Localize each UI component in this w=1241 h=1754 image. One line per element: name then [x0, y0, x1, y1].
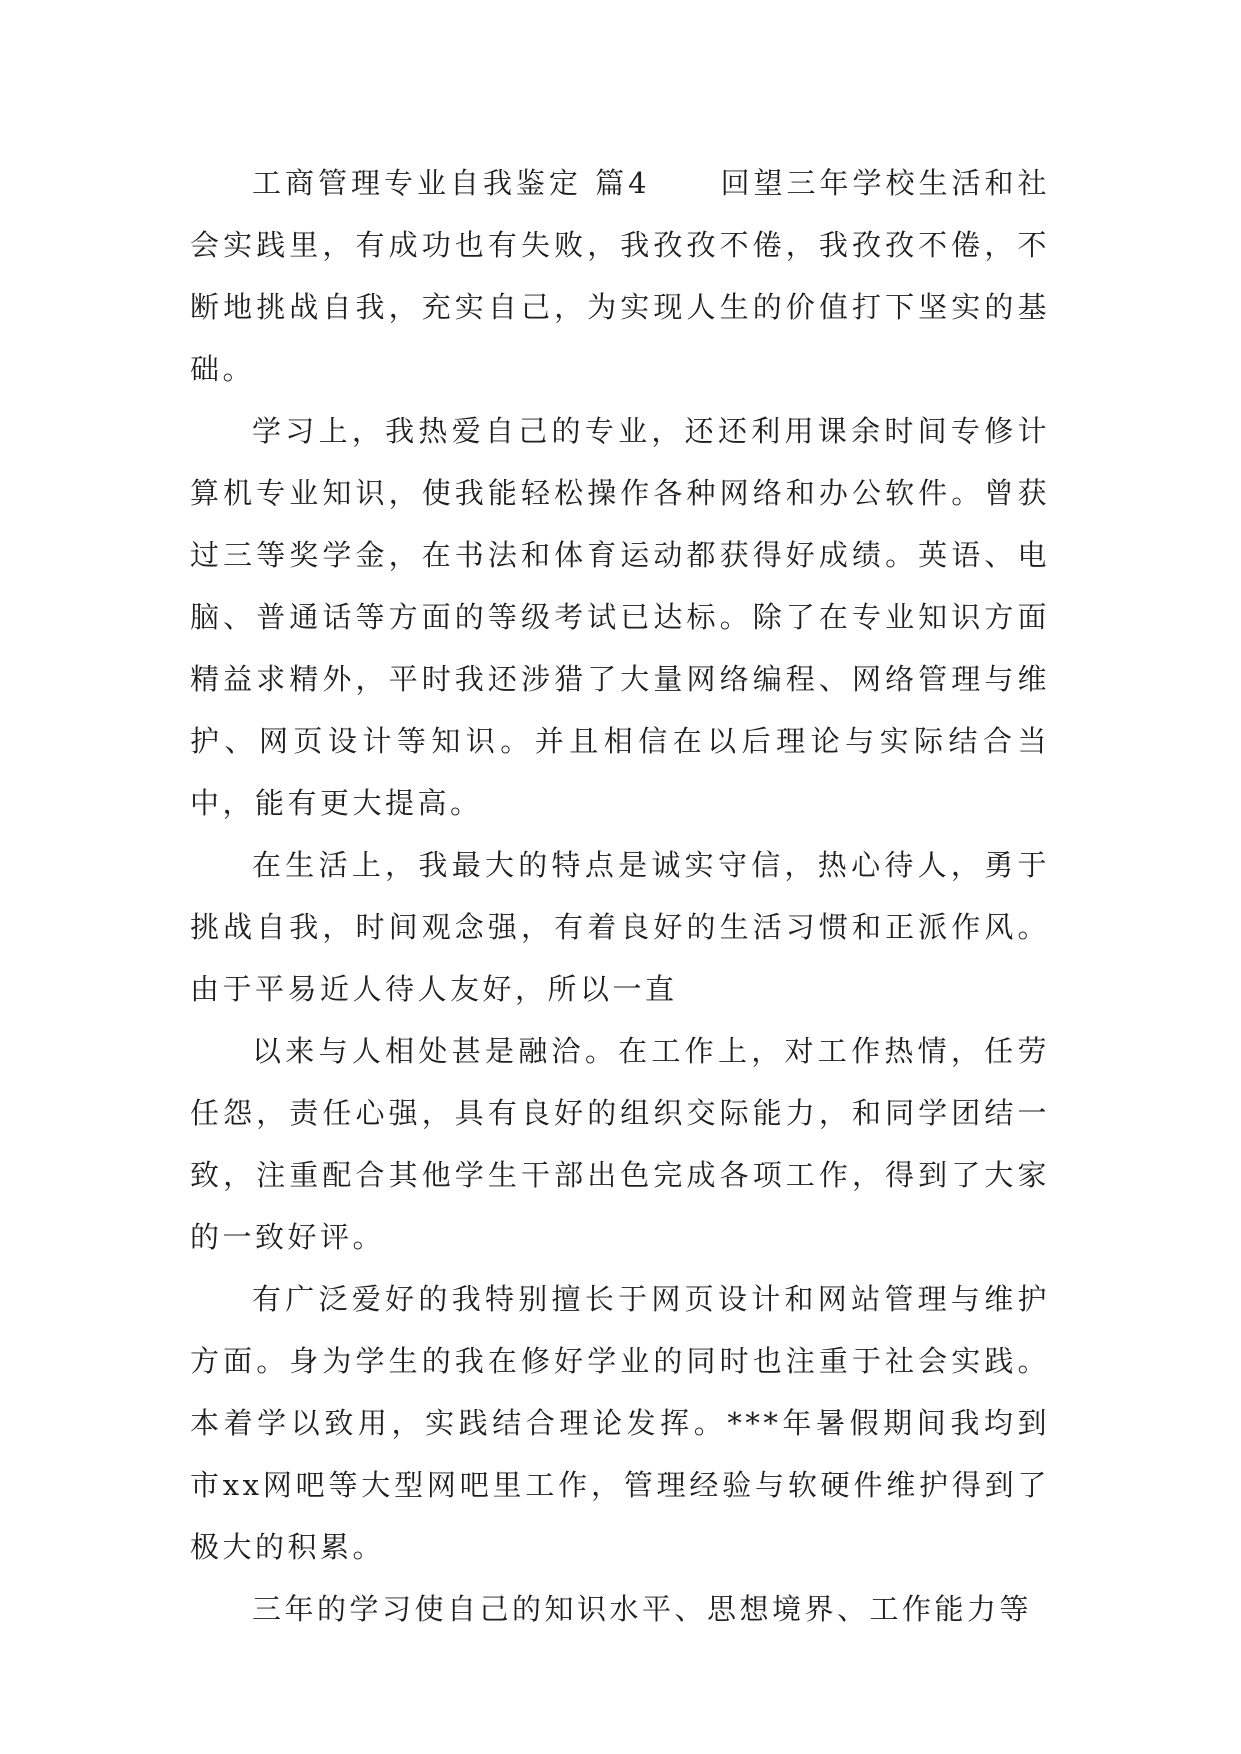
document-body	[190, 152, 1050, 1640]
paragraph-1	[190, 152, 1050, 400]
paragraph-5: 有广泛爱好的我特别擅长于网页设计和网站管理与维护方面。身为学生的我在修好学业的同时也注重于社会实践。本着学以致用，实践结合理论发挥。***年暑假期间我均到市xx网吧等大型网吧里工作，管理经验与软硬件维护得到了极大的积累。	[190, 1282, 1050, 1564]
document-title: 工商管理专业自我鉴定 篇4	[252, 166, 651, 200]
paragraph-3: 在生活上，我最大的特点是诚实守信，热心待人，勇于挑战自我，时间观念强，有着良好的生活习惯和正派作风。由于平易近人待人友好，所以一直	[190, 848, 1050, 1006]
paragraph-1-text: 回望三年学校生活和社会实践里，有成功也有失败，我孜孜不倦，我孜孜不倦，不断地挑战自我，充实自己，为实现人生的价值打下坚实的基础。	[190, 166, 1050, 386]
paragraph-4: 以来与人相处甚是融洽。在工作上，对工作热情，任劳任怨，责任心强，具有良好的组织交际能力，和同学团结一致，注重配合其他学生干部出色完成各项工作，得到了大家的一致好评。	[190, 1034, 1050, 1254]
paragraph-6: 三年的学习使自己的知识水平、思想境界、工作能力等	[252, 1592, 1033, 1626]
paragraph-2: 学习上，我热爱自己的专业，还还利用课余时间专修计算机专业知识，使我能轻松操作各种网络和办公软件。曾获过三等奖学金，在书法和体育运动都获得好成绩。英语、电脑、普通话等方面的等级考试已达标。除了在专业知识方面精益求精外，平时我还涉猎了大量网络编程、网络管理与维护、网页设计等知识。并且相信在以后理论与实际结合当中，能有更大提高。	[190, 414, 1050, 820]
